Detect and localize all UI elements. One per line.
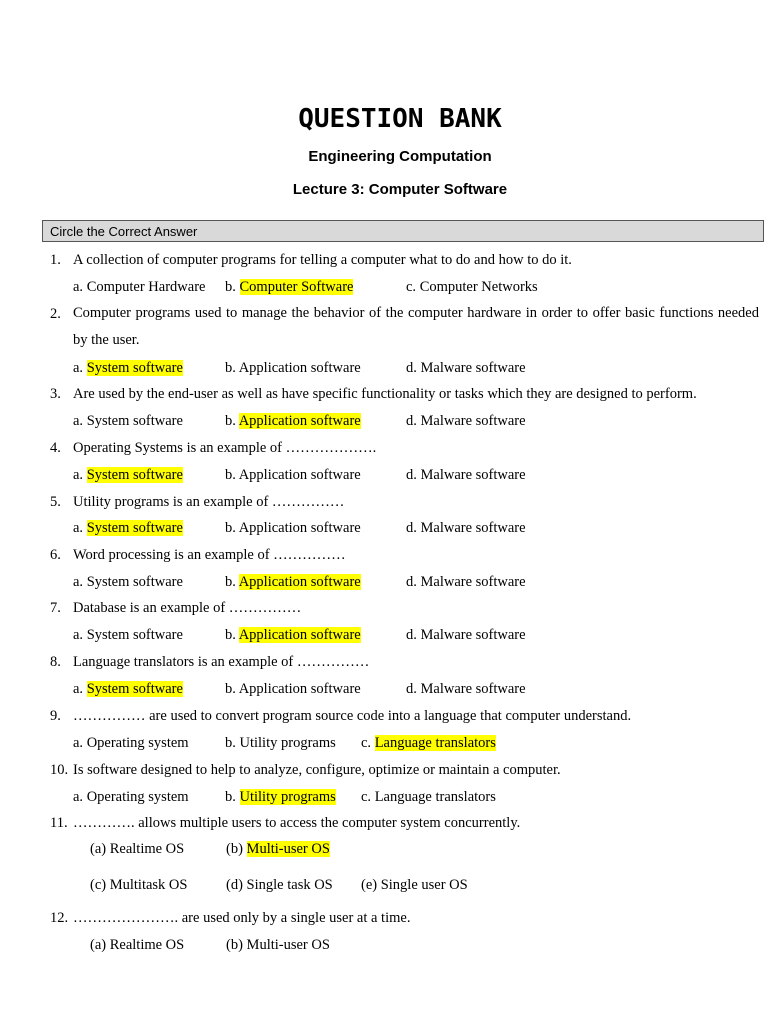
option-label: Realtime OS xyxy=(109,937,185,953)
option-9c[interactable] xyxy=(361,733,496,753)
option-12b[interactable] xyxy=(226,935,330,955)
course-title: Engineering Computation xyxy=(308,148,492,165)
option-label: Single task OS xyxy=(246,877,333,893)
option-label: Application software xyxy=(238,520,361,536)
option-label: Application software xyxy=(238,681,361,697)
option-prefix: (a) xyxy=(90,937,110,953)
question-number: 2. xyxy=(50,306,61,322)
option-11e[interactable] xyxy=(361,875,468,895)
option-11b[interactable] xyxy=(226,839,330,859)
question-text: …………………. are used only by a single user at a time. xyxy=(73,910,411,926)
option-11d[interactable] xyxy=(226,875,333,895)
option-prefix: a. xyxy=(73,789,87,805)
question-text: Utility programs is an example of …………… xyxy=(73,494,345,510)
question-2 xyxy=(50,304,760,358)
section-header: Circle the Correct Answer xyxy=(42,220,764,242)
option-label: Malware software xyxy=(420,574,526,590)
question-number: 9. xyxy=(50,708,61,724)
option-prefix: (e) xyxy=(361,877,381,893)
option-label-highlighted: System software xyxy=(86,681,183,697)
option-12a[interactable] xyxy=(90,935,184,955)
option-prefix: d. xyxy=(406,681,421,697)
option-label: Realtime OS xyxy=(109,841,185,857)
question-text: Database is an example of …………… xyxy=(73,600,302,616)
page-title: QUESTION BANK xyxy=(298,104,502,134)
option-11c[interactable] xyxy=(90,875,187,895)
option-label-highlighted: Computer Software xyxy=(239,279,354,295)
option-label: Operating system xyxy=(86,789,189,805)
option-prefix: (b) xyxy=(226,841,247,857)
option-label-highlighted: System software xyxy=(86,520,183,536)
option-label: Computer Networks xyxy=(419,279,538,295)
option-1c[interactable] xyxy=(406,277,538,297)
option-label-highlighted: Application software xyxy=(238,413,361,429)
option-label: Malware software xyxy=(420,413,526,429)
option-label: Multitask OS xyxy=(109,877,188,893)
option-prefix: a. xyxy=(73,413,87,429)
option-prefix: d. xyxy=(406,360,421,376)
option-prefix: a. xyxy=(73,627,87,643)
question-text: Operating Systems is an example of ………………. xyxy=(73,440,377,456)
option-5b[interactable] xyxy=(225,518,361,538)
option-prefix: a. xyxy=(73,520,87,536)
option-prefix: d. xyxy=(406,467,421,483)
option-label-highlighted: Multi-user OS xyxy=(246,841,330,857)
option-5a[interactable] xyxy=(73,518,183,538)
option-7d[interactable] xyxy=(406,625,526,645)
option-prefix: a. xyxy=(73,735,87,751)
option-prefix: (b) xyxy=(226,937,247,953)
question-text: Is software designed to help to analyze, configure, optimize or maintain a computer. xyxy=(73,762,561,778)
option-label: Multi-user OS xyxy=(246,937,330,953)
question-text: …………. allows multiple users to access the computer system concurrently. xyxy=(73,815,521,831)
option-prefix: b. xyxy=(225,574,239,590)
option-prefix: b. xyxy=(225,789,240,805)
option-label: Utility programs xyxy=(239,735,336,751)
option-prefix: b. xyxy=(225,735,240,751)
option-label: Malware software xyxy=(420,627,526,643)
option-9a[interactable] xyxy=(73,733,189,753)
option-2a[interactable] xyxy=(73,358,183,378)
option-7a[interactable] xyxy=(73,625,183,645)
option-prefix: d. xyxy=(406,574,421,590)
question-text: A collection of computer programs for telling a computer what to do and how to do it. xyxy=(73,252,572,268)
option-prefix: b. xyxy=(225,627,239,643)
option-label: Application software xyxy=(238,467,361,483)
option-8a[interactable] xyxy=(73,679,183,699)
question-number: 5. xyxy=(50,494,61,510)
option-prefix: b. xyxy=(225,467,239,483)
question-number: 1. xyxy=(50,252,61,268)
option-prefix: c. xyxy=(361,789,375,805)
option-10b[interactable] xyxy=(225,787,336,807)
option-label: Single user OS xyxy=(380,877,468,893)
option-3a[interactable] xyxy=(73,411,183,431)
option-1b[interactable] xyxy=(225,277,353,297)
option-prefix: a. xyxy=(73,574,87,590)
option-prefix: b. xyxy=(225,360,239,376)
option-label: Operating system xyxy=(86,735,189,751)
option-label-highlighted: Utility programs xyxy=(239,789,336,805)
option-label: System software xyxy=(86,413,183,429)
question-number: 4. xyxy=(50,440,61,456)
question-number: 6. xyxy=(50,547,61,563)
lecture-title: Lecture 3: Computer Software xyxy=(292,181,508,198)
option-9b[interactable] xyxy=(225,733,336,753)
option-label: Malware software xyxy=(420,360,526,376)
question-number: 10. xyxy=(50,762,69,778)
option-label: Malware software xyxy=(420,520,526,536)
option-10a[interactable] xyxy=(73,787,189,807)
option-label-highlighted: Application software xyxy=(238,574,361,590)
question-number: 12. xyxy=(50,910,69,926)
question-number: 3. xyxy=(50,386,61,402)
option-label: Malware software xyxy=(420,681,526,697)
option-8b[interactable] xyxy=(225,679,361,699)
option-prefix: c. xyxy=(361,735,375,751)
option-prefix: d. xyxy=(406,520,421,536)
option-prefix: (d) xyxy=(226,877,247,893)
option-8d[interactable] xyxy=(406,679,526,699)
question-number: 8. xyxy=(50,654,61,670)
option-label: System software xyxy=(86,627,183,643)
option-prefix: a. xyxy=(73,467,87,483)
option-label: Application software xyxy=(238,360,361,376)
option-10c[interactable] xyxy=(361,787,496,807)
option-prefix: b. xyxy=(225,279,240,295)
option-label: System software xyxy=(86,574,183,590)
option-label: Language translators xyxy=(374,789,496,805)
option-label-highlighted: System software xyxy=(86,467,183,483)
option-1a[interactable] xyxy=(73,277,205,297)
question-number: 7. xyxy=(50,600,61,616)
option-3d[interactable] xyxy=(406,411,526,431)
option-3b[interactable] xyxy=(225,411,361,431)
option-4a[interactable] xyxy=(73,465,183,485)
option-prefix: a. xyxy=(73,360,87,376)
question-text: Computer programs used to manage the behavior of the computer hardware in order to offer basic functions needed by the user. xyxy=(73,305,759,348)
question-text: Language translators is an example of …………… xyxy=(73,654,370,670)
question-text: …………… are used to convert program source code into a language that computer understand. xyxy=(73,708,632,724)
option-2b[interactable] xyxy=(225,358,361,378)
option-4d[interactable] xyxy=(406,465,526,485)
option-6b[interactable] xyxy=(225,572,361,592)
option-label-highlighted: Language translators xyxy=(374,735,496,751)
option-7b[interactable] xyxy=(225,625,361,645)
option-6a[interactable] xyxy=(73,572,183,592)
question-text: Word processing is an example of …………… xyxy=(73,547,346,563)
question-number: 11. xyxy=(50,815,68,831)
option-prefix: b. xyxy=(225,681,239,697)
option-11a[interactable] xyxy=(90,839,184,859)
option-label-highlighted: Application software xyxy=(238,627,361,643)
option-6d[interactable] xyxy=(406,572,526,592)
option-4b[interactable] xyxy=(225,465,361,485)
option-5d[interactable] xyxy=(406,518,526,538)
option-prefix: (c) xyxy=(90,877,110,893)
option-label: Computer Hardware xyxy=(86,279,206,295)
option-prefix: a. xyxy=(73,279,87,295)
option-prefix: b. xyxy=(225,520,239,536)
option-prefix: c. xyxy=(406,279,420,295)
option-label-highlighted: System software xyxy=(86,360,183,376)
option-label: Malware software xyxy=(420,467,526,483)
option-prefix: b. xyxy=(225,413,239,429)
option-2d[interactable] xyxy=(406,358,526,378)
option-prefix: (a) xyxy=(90,841,110,857)
option-prefix: d. xyxy=(406,413,421,429)
option-prefix: d. xyxy=(406,627,421,643)
option-prefix: a. xyxy=(73,681,87,697)
question-text: Are used by the end-user as well as have specific functionality or tasks which they are designed to perform. xyxy=(73,386,697,402)
